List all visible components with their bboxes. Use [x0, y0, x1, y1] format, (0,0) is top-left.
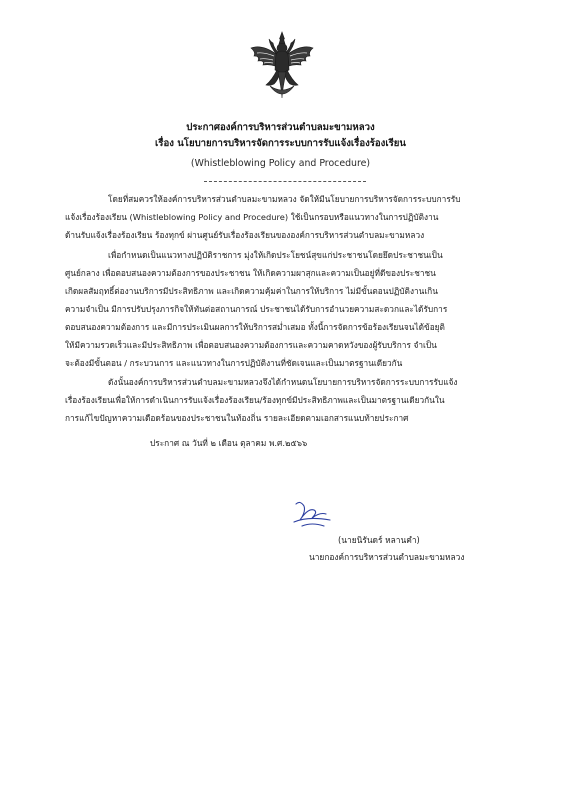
signature-mark-icon [288, 498, 334, 532]
paragraph-line: แจ้งเรื่องร้องเรียน (Whistleblowing Policy and Procedure) ใช้เป็นกรอบหรือแนวทางในการปฏิบัติงาน [65, 212, 439, 222]
garuda-emblem-icon [248, 30, 316, 100]
title-divider [204, 181, 366, 182]
announcement-subject: เรื่อง นโยบายการบริหารจัดการระบบการรับแจ้งเรื่องร้องเรียน [155, 138, 406, 149]
paragraph-line: เพื่อกำหนดเป็นแนวทางปฏิบัติราชการ มุ่งให้เกิดประโยชน์สุขแก่ประชาชนโดยยึดประชาชนเป็น [108, 250, 443, 260]
paragraph-line: ให้มีความรวดเร็วและมีประสิทธิภาพ เพื่อตอบสนองความต้องการและความคาดหวังของผู้รับบริการ จำเป็น [65, 340, 437, 350]
paragraph-line: การแก้ไขปัญหาความเดือดร้อนของประชาชนในท้องถิ่น รายละเอียดตามเอกสารแนบท้ายประกาศ [65, 413, 409, 423]
announcement-title: ประกาศองค์การบริหารส่วนตำบลมะขามหลวง [186, 122, 375, 133]
paragraph-line: ด้านรับแจ้งเรื่องร้องเรียน ร้องทุกข์ ผ่านศูนย์รับเรื่องร้องเรียนขององค์การบริหารส่วนตำบลมะขามหลวง [65, 230, 425, 240]
signatory-position: นายกองค์การบริหารส่วนตำบลมะขามหลวง [309, 552, 465, 562]
paragraph-line: ความจำเป็น มีการปรับปรุงภารกิจให้ทันต่อสถานการณ์ ประชาชนได้รับการอำนวยความสะดวกและได้รับการ [65, 304, 448, 314]
paragraph-line: ตอบสนองความต้องการ และมีการประเมินผลการให้บริการสม่ำเสมอ ทั้งนี้การจัดการข้อร้องเรียนจนได้ข้อยุติ [65, 322, 445, 332]
paragraph-line: เกิดผลสัมฤทธิ์ต่องานบริการมีประสิทธิภาพ และเกิดความคุ้มค่าในการให้บริการ ไม่มีขั้นตอนปฏิบัติงานเกิน [65, 286, 438, 296]
signatory-name: (นายนิรันดร์ หลานคำ) [338, 535, 420, 545]
announcement-subject-english: (Whistleblowing Policy and Procedure) [190, 158, 371, 169]
paragraph-line: จะต้องมีขั้นตอน / กระบวนการ และแนวทางในการปฏิบัติงานที่ชัดเจนและเป็นมาตรฐานเดียวกัน [65, 358, 403, 368]
paragraph-line: เรื่องร้องเรียนเพื่อให้การดำเนินการรับแจ้งเรื่องร้องเรียน/ร้องทุกข์มีประสิทธิภาพและเป็นมาตรฐานเดียวกันใน [65, 395, 445, 405]
paragraph-line: โดยที่สมควรให้องค์การบริหารส่วนตำบลมะขามหลวง จัดให้มีนโยบายการบริหารจัดการระบบการรับ [108, 194, 461, 204]
paragraph-line: ดังนั้นองค์การบริหารส่วนตำบลมะขามหลวงจึงได้กำหนดนโยบายการบริหารจัดการระบบการรับแจ้ง [108, 377, 458, 387]
paragraph-line: ศูนย์กลาง เพื่อตอบสนองความต้องการของประชาชน ให้เกิดความผาสุกและความเป็นอยู่ที่ดีของประชาชน [65, 268, 436, 278]
announcement-date: ประกาศ ณ วันที่ ๒ เดือน ตุลาคม พ.ศ.๒๕๖๖ [150, 438, 308, 448]
